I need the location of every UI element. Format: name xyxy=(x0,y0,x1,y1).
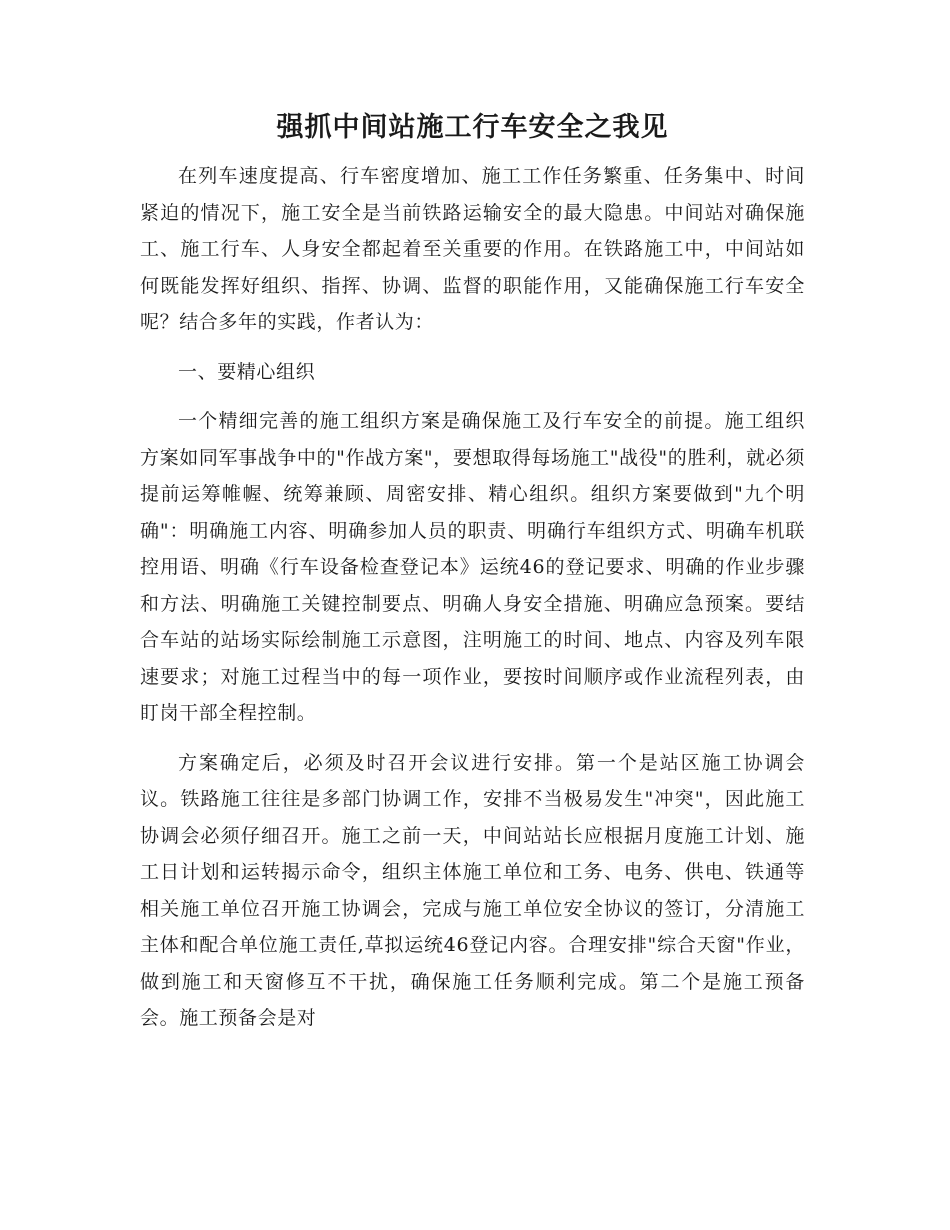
section-heading: 一、要精心组织 xyxy=(178,360,316,383)
body-paragraph-1: 一个精细完善的施工组织方案是确保施工及行车安全的前提。施工组织方案如同军事战争中的"作战方案"，要想取得每场施工"战役"的胜利，就必须提前运筹帷幄、统筹兼顾、周密安排、精心组织。组织方案要做到"九个明确"：明确施工内容、明确参加人员的职责、明确行车组织方式、明确车机联控用语、明确《行车设备检查登记本》运统46的登记要求、明确的作业步骤和方法、明确施工关键控制要点、明确人身安全措施、明确应急预案。要结合车站的站场实际绘制施工示意图，注明施工的时间、地点、内容及列车限速要求；对施工过程当中的每一项作业，要按时间顺序或作业流程列表，由盯岗干部全程控制。 xyxy=(140,410,805,724)
body-paragraph-2: 方案确定后，必须及时召开会议进行安排。第一个是站区施工协调会议。铁路施工往往是多部门协调工作，安排不当极易发生"冲突"，因此施工协调会必须仔细召开。施工之前一天，中间站站长应根据月度施工计划、施工日计划和运转揭示命令，组织主体施工单位和工务、电务、供电、铁通等相关施工单位召开施工协调会，完成与施工单位安全协议的签订，分清施工主体和配合单位施工责任,草拟运统46登记内容。合理安排"综合天窗"作业，做到施工和天窗修互不干扰，确保施工任务顺利完成。第二个是施工预备会。施工预备会是对 xyxy=(140,751,805,1029)
intro-paragraph: 在列车速度提高、行车密度增加、施工工作任务繁重、任务集中、时间紧迫的情况下，施工安全是当前铁路运输安全的最大隐患。中间站对确保施工、施工行车、人身安全都起着至关重要的作用。在铁路施工中，中间站如何既能发挥好组织、指挥、协调、监督的职能作用，又能确保施工行车安全呢？结合多年的实践，作者认为： xyxy=(140,165,805,333)
document-page xyxy=(140,108,805,1037)
document-title: 强抓中间站施工行车安全之我见 xyxy=(276,112,669,143)
